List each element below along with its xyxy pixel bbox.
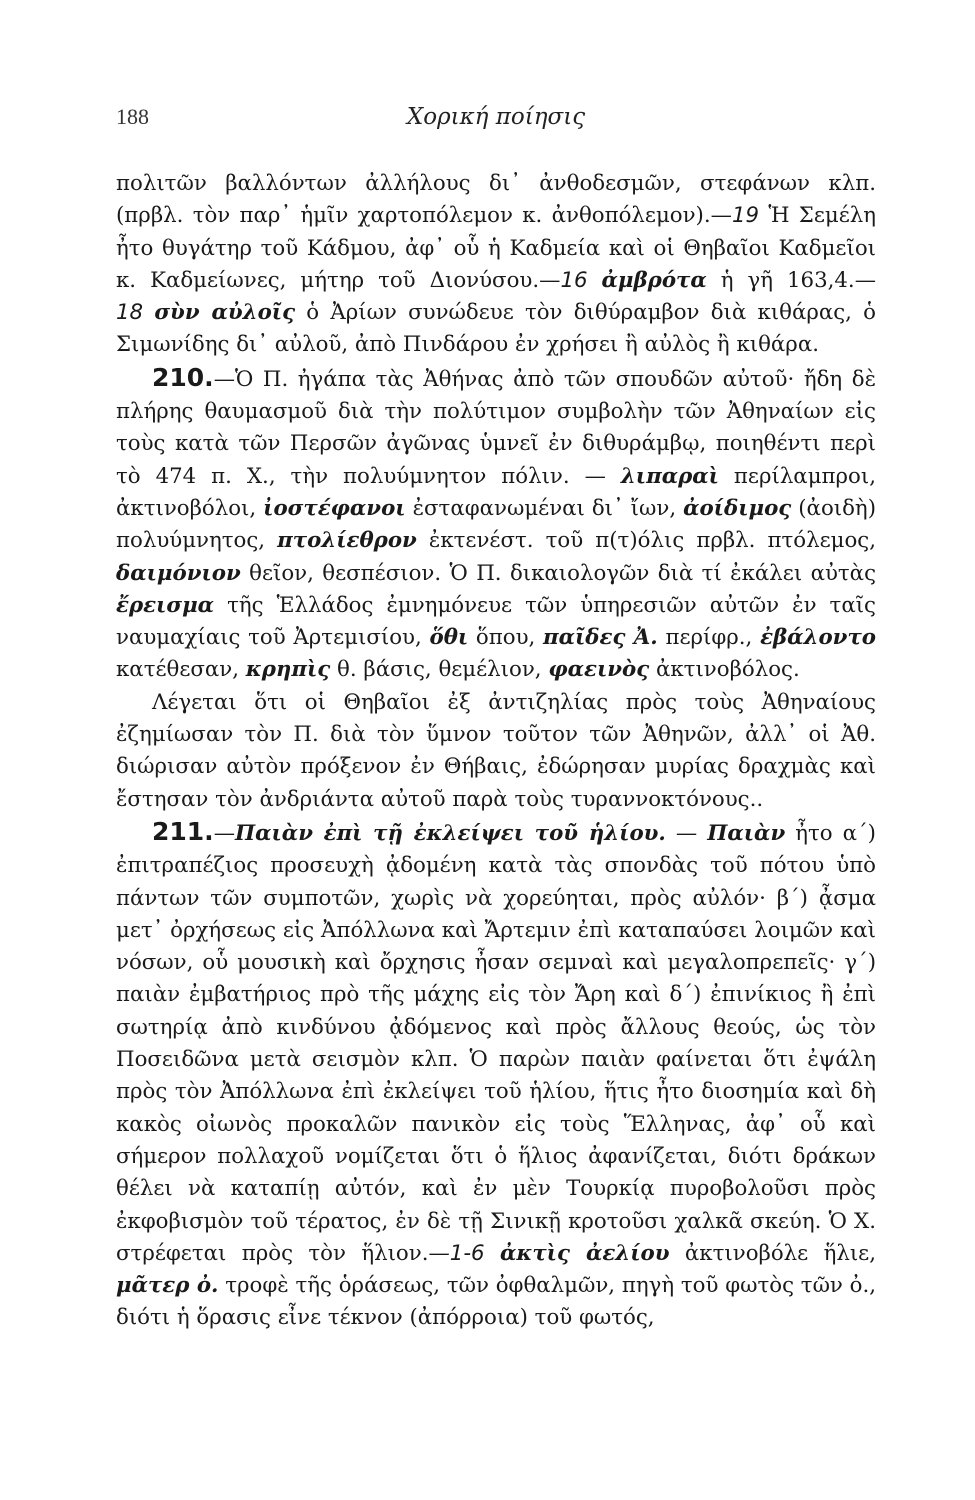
lemma: ἰοστέφανοι — [263, 495, 406, 521]
lemma: δαιμόνιον — [116, 560, 241, 586]
section-number-211: 211. — [152, 816, 214, 846]
line-number-19: 19 — [731, 203, 760, 229]
lemma: πτολίεθρον — [277, 528, 417, 554]
page-body — [116, 168, 876, 1335]
lemma: παῖδες Ἀ. — [543, 625, 658, 651]
page-number: 188 — [116, 104, 149, 129]
lemma: λιπαραὶ — [620, 463, 719, 489]
running-title: Χορική ποίησις — [406, 104, 586, 130]
section-number-210: 210. — [152, 362, 214, 392]
section-210: 210.—Ὁ Π. ἠγάπα τὰς Ἀθήνας ἀπὸ τῶν σπουδῶν αὐτοῦ· ἤδη δὲ πλήρης θαυμασμοῦ διὰ τὴν πολύτιμον συμβολὴν τῶν Ἀθηναίων εἰς τοὺς κατὰ τῶν Περσῶν ἀγῶνας ὑμνεῖ ἐν διθυράμβῳ, ποιηθέντι περὶ τὸ 474 π. Χ., τὴν πολυύμνητον πόλιν. — λιπαραὶ περίλαμπροι, ἀκτινοβόλοι, ἰοστέφανοι ἐσταφανωμέναι δι᾽ ἴων, ἀοίδιμος (ἀοιδὴ) πολυύμνητος, πτολίεθρον ἐκτενέστ. τοῦ π(τ)όλις πρβλ. πτόλεμος, δαιμόνιον θεῖον, θεσπέσιον. Ὁ Π. δικαιολογῶν διὰ τί ἐκάλει αὐτὰς ἔρεισμα τῆς Ἑλλάδος ἐμνημόνευε τῶν ὑπηρεσιῶν αὐτῶν ἐν ταῖς ναυμαχίαις τοῦ Ἀρτεμισίου, ὅθι ὅπου, παῖδες Ἀ. περίφρ., ἐβάλοντο κατέθεσαν, κρηπὶς θ. βάσις, θεμέλιον, φαεινὸς ἀκτινοβόλος. — [116, 362, 877, 683]
section-title: Παιὰν ἐπὶ τῇ ἐκλείψει τοῦ ἡλίου. — [234, 820, 666, 846]
lemma: ἀκτὶς ἀελίου — [499, 1240, 670, 1266]
lemma: Παιὰν — [707, 820, 786, 846]
section-211: 211.—Παιὰν ἐπὶ τῇ ἐκλείψει τοῦ ἡλίου. — Παιὰν ἦτο α΄) ἐπιτραπέζιος προσευχὴ ᾀδομένη κατὰ τὰς σπονδὰς τοῦ πότου ὑπὸ πάντων τῶν συμποτῶν, χωρὶς νὰ χορεύηται, πρὸς αὐλόν· β΄) ᾆσμα μετ᾽ ὀρχήσεως εἰς Ἀπόλλωνα καὶ Ἄρτεμιν ἐπὶ καταπαύσει λοιμῶν καὶ νόσων, οὗ μουσικὴ καὶ ὄρχησις ἦσαν σεμναὶ καὶ μεγαλοπρεπεῖς· γ΄) παιὰν ἐμβατήριος πρὸ τῆς μάχης εἰς τὸν Ἄρη καὶ δ΄) ἐπινίκιος ἢ ἐπὶ σωτηρίᾳ ἀπὸ κινδύνου ᾀδόμενος καὶ πρὸς ἄλλους θεούς, ὡς τὸν Ποσειδῶνα μετὰ σεισμὸν κλπ. Ὁ παρὼν παιὰν φαίνεται ὅτι ἐψάλη πρὸς τὸν Ἀπόλλωνα ἐπὶ ἐκλείψει τοῦ ἡλίου, ἥτις ἦτο διοσημία καὶ δὴ κακὸς οἰωνὸς προκαλῶν πανικὸν εἰς τοὺς Ἕλληνας, ἀφ᾽ οὗ καὶ σήμερον πολλαχοῦ νομίζεται ὅτι ὁ ἥλιος ἀφανίζεται, διότι δράκων θέλει νὰ καταπίῃ αὐτόν, καὶ ἐν μὲν Τουρκίᾳ πυροβολοῦσι πρὸς ἐκφοβισμὸν τοῦ τέρατος, ἐν δὲ τῇ Σινικῇ κροτοῦσι χαλκᾶ σκεύη. Ὁ Χ. στρέφεται πρὸς τὸν ἥλιον.—1-6 ἀκτὶς ἀελίου ἀκτινοβόλε ἥλιε, μᾶτερ ὀ. τροφὲ τῆς ὁράσεως, τῶν ὀφθαλμῶν, πηγὴ τοῦ φωτὸς τῶν ὀ., διότι ἡ ὅρασις εἶνε τέκνον (ἀπόρροια) τοῦ φωτός, — [116, 816, 877, 1331]
lemma: ἐβάλοντο — [760, 625, 876, 651]
lemma: ἀμβρότα — [601, 267, 707, 293]
lemma: φαεινὸς — [548, 657, 650, 683]
lemma: ὅθι — [429, 625, 469, 651]
lemma: ἀοίδιμος — [683, 495, 792, 521]
page-header — [116, 104, 876, 144]
line-number-18: 18 — [116, 300, 144, 326]
line-number-1-6: 1-6 — [449, 1240, 485, 1266]
line-number-16: 16 — [560, 267, 588, 293]
commentary-paragraph-1: πολιτῶν βαλλόντων ἀλλήλους δι᾽ ἀνθοδεσμῶν, στεφάνων κλπ. (πρβλ. τὸν παρ᾽ ἡμῖν χαρτοπόλεμον κ. ἀνθοπόλεμον).—19 Ἡ Σεμέλη ἦτο θυγάτηρ τοῦ Κάδμου, ἀφ᾽ οὗ ἡ Καδμεία καὶ οἱ Θηβαῖοι Καδμεῖοι κ. Καδμείωνες, μήτηρ τοῦ Διονύσου.—16 ἀμβρότα ἡ γῆ 163,4.— 18 σὺν αὐλοῖς ὁ Ἀρίων συνώδευε τὸν διθύραμβον διὰ κιθάρας, ὁ Σιμωνίδης δι᾽ αὐλοῦ, ἀπὸ Πινδάρου ἐν χρήσει ἢ αὐλὸς ἢ κιθάρα. — [116, 171, 877, 358]
lemma: μᾶτερ ὀ. — [116, 1273, 219, 1299]
thebans-paragraph: Λέγεται ὅτι οἱ Θηβαῖοι ἐξ ἀντιζηλίας πρὸς τοὺς Ἀθηναίους ἐζημίωσαν τὸν Π. διὰ τὸν ὕμνον τοῦτον τῶν Ἀθηνῶν, ἀλλ᾽ οἱ Ἀθ. διώρισαν αὐτὸν πρόξενον ἐν Θήβαις, ἐδώρησαν μυρίας δραχμὰς καὶ ἔστησαν τὸν ἀνδριάντα αὐτοῦ παρὰ τοὺς τυραννοκτόνους.. — [116, 689, 876, 812]
lemma: ἔρεισμα — [116, 592, 215, 618]
lemma: σὺν αὐλοῖς — [154, 300, 296, 326]
lemma: κρηπὶς — [245, 657, 331, 683]
